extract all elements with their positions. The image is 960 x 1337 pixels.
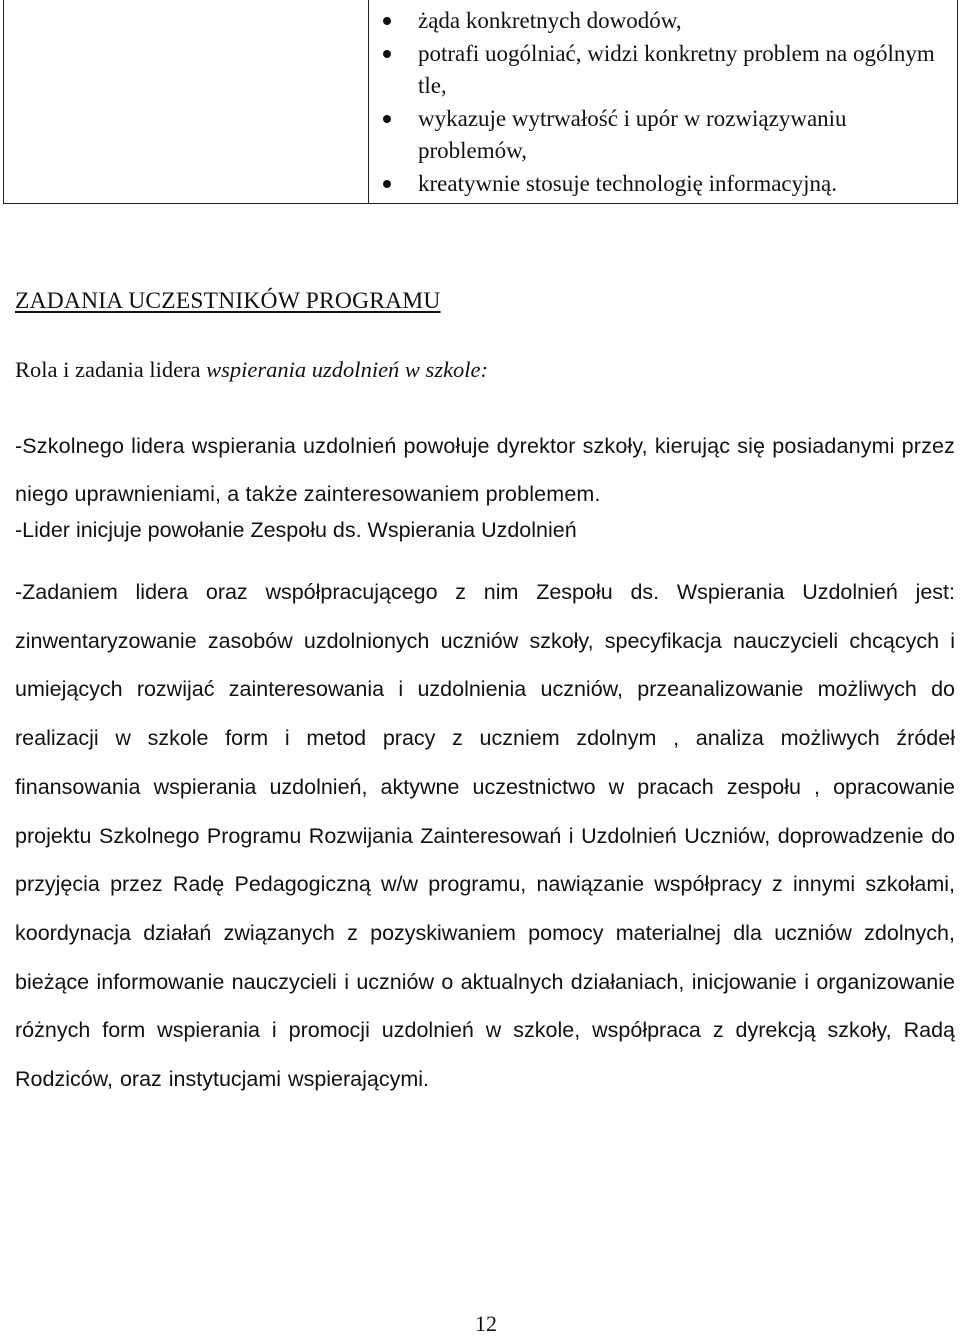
subheading-plain: Rola i zadania lidera: [15, 357, 207, 382]
bullet-table: [3, 0, 958, 204]
bullet-text: kreatywnie stosuje technologię informacyjną.: [418, 170, 837, 196]
bullet-text: wykazuje wytrwałość i upór w rozwiązywaniu problemów,: [418, 105, 847, 163]
bullet-icon: [383, 17, 391, 25]
paragraph-appointment: -Szkolnego lidera wspierania uzdolnień powołuje dyrektor szkoły, kierując się posiadanymi przez niego uprawnieniami, a także zainteresowaniem problemem.: [15, 434, 955, 506]
page-number: 12: [475, 1311, 497, 1336]
bullet-text: potrafi uogólniać, widzi konkretny problem na ogólnym tle,: [418, 40, 935, 98]
bullet-icon: [383, 180, 391, 188]
list-item: [370, 103, 955, 168]
table-left-cell: [4, 0, 369, 203]
bullet-icon: [383, 115, 391, 123]
list-item: [370, 38, 955, 103]
bullet-list: [370, 5, 955, 200]
list-item: [370, 5, 955, 38]
paragraph-team: -Lider inicjuje powołanie Zespołu ds. Wspierania Uzdolnień: [15, 518, 577, 542]
bullet-icon: [383, 50, 391, 58]
section-heading: ZADANIA UCZESTNIKÓW PROGRAMU: [15, 288, 441, 314]
subheading-italic: wspierania uzdolnień w szkole:: [206, 357, 489, 382]
bullet-text: żąda konkretnych dowodów,: [418, 8, 682, 33]
paragraph-tasks: -Zadaniem lidera oraz współpracującego z nim Zespołu ds. Wspierania Uzdolnień jest: zinwentaryzowanie zasobów uzdolnionych uczniów szkoły, specyfikacja nauczycieli chcących i umiejących rozwijać zainteresowania i uzdolnienia uczniów, przeanalizowanie możliwych do realizacji w szkole form i metod pracy z uczniem zdolnym , analiza możliwych źródeł finansowania wspierania uzdolnień, aktywne uczestnictwo w pracach zespołu , opracowanie projektu Szkolnego Programu Rozwijania Zainteresowań i Uzdolnień Uczniów, doprowadzenie do przyjęcia przez Radę Pedagogiczną w/w programu, nawiązanie współpracy z innymi szkołami, koordynacja działań związanych z pozyskiwaniem pomocy materialnej dla uczniów zdolnych, bieżące informowanie nauczycieli i uczniów o aktualnych działaniach, inicjowanie i organizowanie różnych form wspierania i promocji uzdolnień w szkole, współpraca z dyrekcją szkoły, Radą Rodziców, oraz instytucjami wspierającymi.: [15, 580, 955, 1092]
subheading: [15, 357, 488, 383]
list-item: [370, 168, 955, 201]
